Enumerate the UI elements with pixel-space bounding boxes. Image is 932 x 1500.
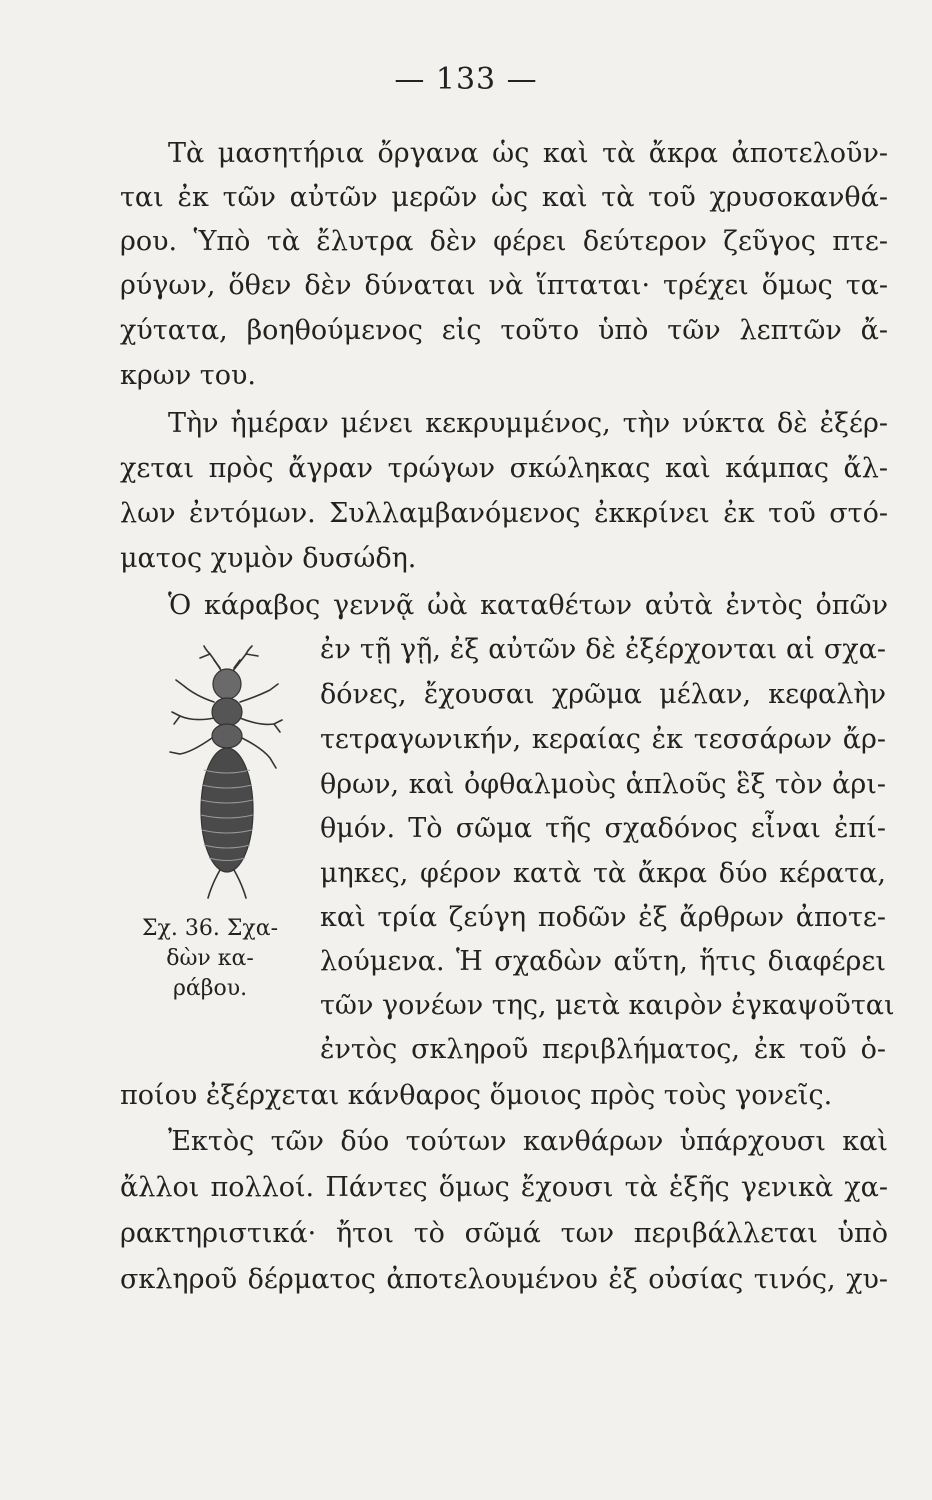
text-line: λούμενα. Ἡ σχαδὼν αὕτη, ἥτις διαφέρει <box>320 946 886 977</box>
text-line: κρων του. <box>120 360 256 391</box>
text-line: Τὴν ἡμέραν μένει κεκρυμμένος, τὴν νύκτα δὲ ἐξέρ- <box>168 408 888 439</box>
text-line: Ἐκτὸς τῶν δύο τούτων κανθάρων ὑπάρχουσι καὶ <box>168 1126 888 1157</box>
text-line: ρακτηριστικά· ἤτοι τὸ σῶμά των περιβάλλεται ὑπὸ <box>120 1218 888 1249</box>
text-line: τῶν γονέων της, μετὰ καιρὸν ἐγκαψοῦται <box>320 990 895 1021</box>
figure-caption-line: Σχ. 36. Σχα- <box>141 916 279 941</box>
text-line: σκληροῦ δέρματος ἀποτελουμένου ἐξ οὐσίας τινός, χυ- <box>120 1264 888 1295</box>
text-line: καὶ τρία ζεύγη ποδῶν ἐξ ἄρθρων ἀποτε- <box>320 902 886 933</box>
text-line: ἐντὸς σκληροῦ περιβλήματος, ἐκ τοῦ ὁ- <box>320 1034 886 1065</box>
text-line: ἄλλοι πολλοί. Πάντες ὅμως ἔχουσι τὰ ἑξῆς γενικὰ χα- <box>120 1172 888 1203</box>
text-line: ἐν τῇ γῇ, ἐξ αὐτῶν δὲ ἐξέρχονται αἱ σχα- <box>320 634 886 665</box>
text-line: ται ἐκ τῶν αὐτῶν μερῶν ὡς καὶ τὰ τοῦ χρυσοκανθά- <box>120 182 888 213</box>
text-line: ρύγων, ὅθεν δὲν δύναται νὰ ἵπταται· τρέχει ὅμως τα- <box>120 270 888 301</box>
text-line: θρων, καὶ ὀφθαλμοὺς ἁπλοῦς ἓξ τὸν ἀρι- <box>320 769 886 800</box>
text-line: χεται πρὸς ἄγραν τρώγων σκώληκας καὶ κάμπας ἄλ- <box>120 453 888 484</box>
text-line: Ὁ κάραβος γεννᾷ ὠὰ καταθέτων αὐτὰ ἐντὸς ὀπῶν <box>168 590 888 621</box>
larva-drawing <box>150 640 300 910</box>
text-line: ρου. Ὑπὸ τὰ ἔλυτρα δὲν φέρει δεύτερον ζεῦγος πτε- <box>120 226 888 257</box>
text-line: μηκες, φέρον κατὰ τὰ ἄκρα δύο κέρατα, <box>320 858 886 889</box>
figure-caption-line: δὼν κα- <box>166 946 254 971</box>
text-line: Τὰ μασητήρια ὄργανα ὡς καὶ τὰ ἄκρα ἀποτελοῦν- <box>168 138 888 169</box>
text-line: τετραγωνικήν, κεραίας ἐκ τεσσάρων ἄρ- <box>320 724 886 755</box>
text-line: ματος χυμὸν δυσώδη. <box>120 543 417 574</box>
text-line: θμόν. Τὸ σῶμα τῆς σχαδόνος εἶναι ἐπί- <box>320 813 886 844</box>
text-line: χύτατα, βοηθούμενος εἰς τοῦτο ὑπὸ τῶν λεπτῶν ἄ- <box>120 315 888 346</box>
text-line: ποίου ἐξέρχεται κάνθαρος ὅμοιος πρὸς τοὺς γονεῖς. <box>120 1080 833 1111</box>
larva-illustration <box>150 640 300 910</box>
text-line: λων ἐντόμων. Συλλαμβανόμενος ἐκκρίνει ἐκ τοῦ στό- <box>120 498 888 529</box>
figure-caption-line: ράβου. <box>172 976 248 1001</box>
text-line: δόνες, ἔχουσαι χρῶμα μέλαν, κεφαλὴν <box>320 679 886 710</box>
page-number: — 133 — <box>394 62 538 97</box>
